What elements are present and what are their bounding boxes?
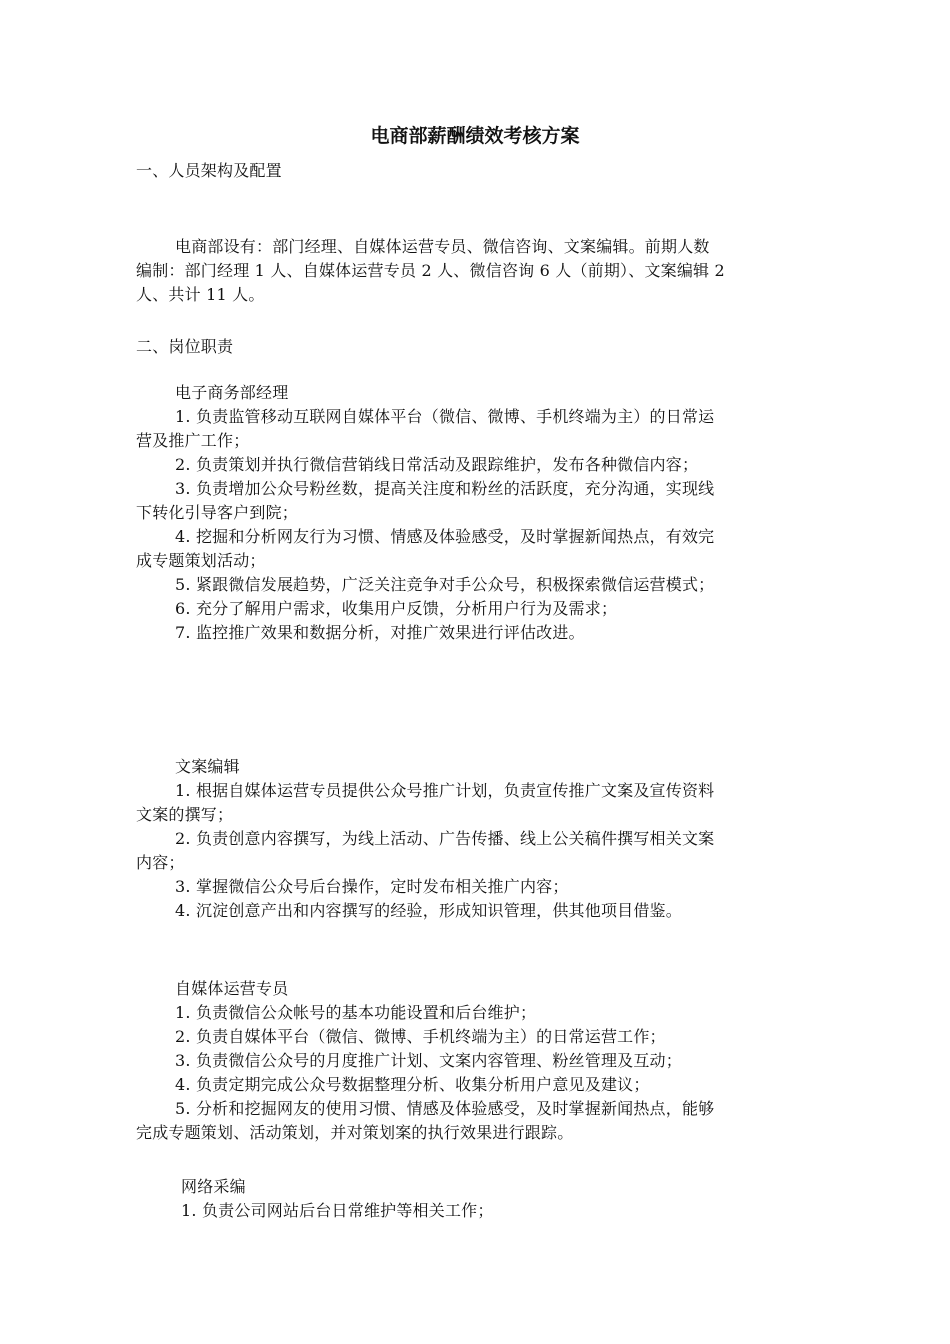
duty-line: 7. 监控推广效果和数据分析，对推广效果进行评估改进。: [175, 623, 585, 642]
section-heading-staffing: 一、人员架构及配置: [136, 161, 282, 180]
staffing-paragraph-line: 电商部设有：部门经理、自媒体运营专员、微信咨询、文案编辑。前期人数: [175, 237, 710, 256]
duty-line: 1. 负责微信公众帐号的基本功能设置和后台维护；: [175, 1003, 537, 1022]
duty-line: 4. 沉淀创意产出和内容撰写的经验，形成知识管理，供其他项目借鉴。: [175, 901, 682, 920]
duty-line: 内容；: [136, 853, 185, 872]
duty-line: 完成专题策划、活动策划，并对策划案的执行效果进行跟踪。: [136, 1123, 574, 1142]
duty-line: 3. 负责微信公众号的月度推广计划、文案内容管理、粉丝管理及互动；: [175, 1051, 682, 1070]
duty-line: 4. 挖掘和分析网友行为习惯、情感及体验感受，及时掌握新闻热点，有效完: [175, 527, 715, 546]
duty-line: 营及推广工作；: [136, 431, 250, 450]
duty-line: 6. 充分了解用户需求，收集用户反馈，分析用户行为及需求；: [175, 599, 618, 618]
duty-line: 下转化引导客户到院；: [136, 503, 299, 522]
duty-line: 2. 负责自媒体平台（微信、微博、手机终端为主）的日常运营工作；: [175, 1027, 666, 1046]
duty-line: 5. 紧跟微信发展趋势，广泛关注竞争对手公众号，积极探索微信运营模式；: [175, 575, 715, 594]
duty-line: 5. 分析和挖掘网友的使用习惯、情感及体验感受，及时掌握新闻热点，能够: [175, 1099, 715, 1118]
duty-line: 成专题策划活动；: [136, 551, 266, 570]
duty-line: 2. 负责策划并执行微信营销线日常活动及跟踪维护，发布各种微信内容；: [175, 455, 699, 474]
duty-line: 2. 负责创意内容撰写，为线上活动、广告传播、线上公关稿件撰写相关文案: [175, 829, 715, 848]
role-title-web-editor: 网络采编: [181, 1177, 246, 1196]
role-title-copywriter: 文案编辑: [175, 757, 240, 776]
duty-line: 3. 掌握微信公众号后台操作，定时发布相关推广内容；: [175, 877, 569, 896]
duty-line: 文案的撰写；: [136, 805, 234, 824]
staffing-paragraph-line: 人、共计 11 人。: [136, 285, 265, 304]
role-title-manager: 电子商务部经理: [175, 383, 289, 402]
duty-line: 1. 根据自媒体运营专员提供公众号推广计划，负责宣传推广文案及宣传资料: [175, 781, 715, 800]
role-title-media-specialist: 自媒体运营专员: [175, 979, 289, 998]
duty-line: 1. 负责公司网站后台日常维护等相关工作；: [181, 1201, 494, 1220]
section-heading-duties: 二、岗位职责: [136, 337, 234, 356]
duty-line: 1. 负责监管移动互联网自媒体平台（微信、微博、手机终端为主）的日常运: [175, 407, 715, 426]
duty-line: 3. 负责增加公众号粉丝数，提高关注度和粉丝的活跃度，充分沟通，实现线: [175, 479, 715, 498]
duty-line: 4. 负责定期完成公众号数据整理分析、收集分析用户意见及建议；: [175, 1075, 650, 1094]
document-title: 电商部薪酬绩效考核方案: [370, 125, 580, 147]
staffing-paragraph-line: 编制：部门经理 1 人、自媒体运营专员 2 人、微信咨询 6 人（前期）、文案编辑 2: [136, 261, 725, 280]
